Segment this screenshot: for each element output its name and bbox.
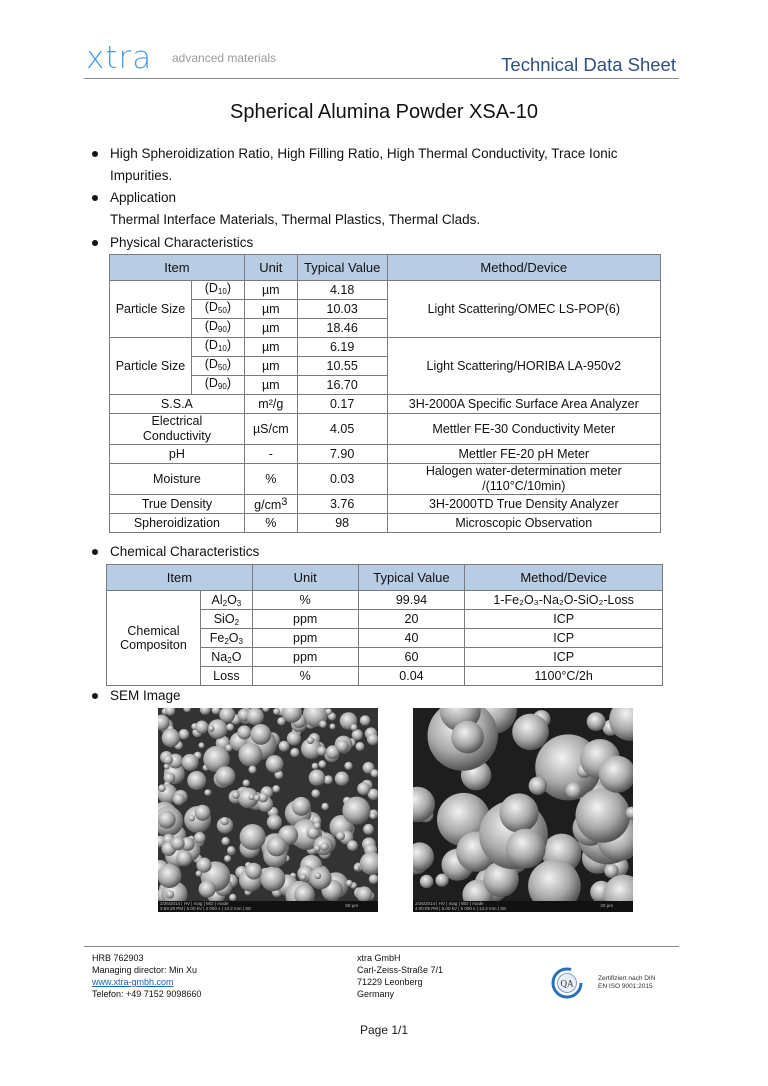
sem-particle (320, 842, 328, 850)
value-cell: 10.03 (297, 300, 387, 319)
d-label: $(D_{50})$ (191, 357, 244, 376)
sem-particle (182, 754, 199, 771)
sem-particle (318, 760, 326, 768)
sem-particle (309, 867, 331, 889)
value-cell: 98 (297, 514, 387, 533)
sem-particle (246, 708, 264, 725)
value-cell: 3.76 (297, 495, 387, 514)
d-label: $(D_{10})$ (191, 338, 244, 357)
header-typical-value: Typical Value (358, 565, 465, 591)
value-cell: 7.90 (297, 445, 387, 464)
sem-particle (319, 720, 327, 728)
sem-particle (261, 866, 286, 891)
item-cell: Spheroidization (110, 514, 245, 533)
sem-particle (529, 777, 547, 795)
method-cell: Light Scattering/HORIBA LA-950v2 (387, 338, 660, 395)
sem-particle (609, 708, 633, 741)
sem-particle (311, 789, 320, 798)
value-cell: 0.03 (297, 464, 387, 495)
unit-cell: µm (244, 281, 297, 300)
sem-image-2000x (158, 708, 378, 912)
sem-particle (171, 836, 185, 850)
sem-particle (267, 815, 282, 830)
unit-cell: µm (244, 338, 297, 357)
sem-particle (314, 822, 321, 829)
item-cell: Electrical Conductivity (110, 414, 245, 445)
sem-particle (566, 782, 582, 798)
sem-particle (420, 875, 434, 889)
page-title: Spherical Alumina Powder XSA-10 (230, 101, 538, 123)
sem-particle (292, 797, 311, 816)
method-cell: Mettler FE-20 pH Meter (387, 445, 660, 464)
sem-particle (194, 832, 206, 844)
sem-particle (204, 789, 210, 795)
sem-particle (346, 880, 353, 887)
header-method: Method/Device (465, 565, 663, 591)
certification-text: Zertifiziert nach DIN EN ISO 9001:2015 (598, 975, 656, 990)
features-text (110, 143, 617, 187)
hrb-number: HRB 762903 (92, 953, 144, 963)
sem-particle (344, 762, 352, 770)
city: 71229 Leonberg (357, 977, 423, 987)
sem-particle (254, 795, 260, 801)
unit-cell: % (244, 464, 297, 495)
value-cell: 6.19 (297, 338, 387, 357)
method-cell: 1100°C/2h (465, 667, 663, 686)
sem-particle (369, 874, 378, 884)
method-cell: ICP (465, 629, 663, 648)
managing-director: Managing director: Min Xu (92, 965, 198, 975)
item-cell: True Density (110, 495, 245, 514)
sem-particle (279, 741, 290, 752)
sem-particle (176, 850, 192, 866)
table-row (110, 495, 661, 514)
sem-particle (173, 793, 185, 805)
compound-al2o3: $Al_2O_3$ (200, 591, 252, 610)
unit-cell: µm (244, 376, 297, 395)
logo-tagline: advanced materials (172, 51, 277, 65)
footer-legal (92, 952, 201, 1000)
sem-particle (506, 829, 546, 869)
method-cell: Halogen water-determination meter /(110°C/10min) (387, 464, 660, 495)
sem-particle (287, 731, 301, 745)
sem-particle (195, 721, 208, 734)
sem-particle (587, 712, 606, 731)
sem-particle (272, 785, 280, 793)
street: Carl-Zeiss-Straße 7/1 (357, 965, 444, 975)
method-cell: 1-Fe₂O₃-Na₂O-SiO₂-Loss (465, 591, 663, 610)
physical-heading: Physical Characteristics (110, 235, 254, 250)
table-row (110, 414, 661, 445)
sem-particle (262, 708, 269, 712)
sem-particle (300, 874, 307, 881)
table-row (110, 445, 661, 464)
sem-particle (312, 763, 319, 770)
unit-cell: % (252, 591, 358, 610)
table-row (110, 338, 661, 357)
sem-particle (357, 782, 370, 795)
country: Germany (357, 989, 395, 999)
d-label: $(D_{50})$ (191, 300, 244, 319)
method-cell: Light Scattering/OMEC LS-POP(6) (387, 281, 660, 338)
sem-particle (309, 770, 325, 786)
application-section (110, 187, 480, 231)
application-heading: Application (110, 190, 177, 205)
sem-particle (220, 817, 228, 825)
bullet-icon (92, 549, 98, 555)
sem-particle (249, 766, 257, 774)
sem-particle (183, 708, 191, 712)
unit-cell: - (244, 445, 297, 464)
header-typical-value: Typical Value (297, 255, 387, 281)
unit-cell: µm (244, 300, 297, 319)
phone-number: Telefon: +49 7152 9098660 (92, 989, 202, 999)
sem-particle (221, 837, 229, 845)
sem-particle (166, 890, 174, 898)
sem-particle (342, 797, 370, 825)
sem-particle (336, 832, 345, 841)
sem-particle (162, 729, 180, 747)
sem-particle (330, 724, 336, 730)
unit-cell: m²/g (244, 395, 297, 414)
sem-image-5000x (413, 708, 633, 912)
sem-particle (195, 805, 211, 821)
sem-particle (317, 746, 327, 756)
sem-particle (451, 721, 484, 754)
sem-particle (354, 865, 360, 871)
sem-particle (179, 729, 190, 740)
chemical-heading: Chemical Characteristics (110, 544, 260, 559)
sem-particle (307, 737, 314, 744)
features-line-1: High Spheroidization Ratio, High Filling Ratio, High Thermal Conductivity, Trace Ionic (110, 146, 618, 161)
sem-particles (413, 708, 633, 901)
table-row (110, 395, 661, 414)
d-label: $(D_{90})$ (191, 376, 244, 395)
sem-particle (232, 791, 240, 799)
unit-cell: % (252, 667, 358, 686)
application-text: Thermal Interface Materials, Thermal Plastics, Thermal Clads. (110, 212, 481, 227)
bullet-icon (92, 151, 98, 157)
compound-na2o: $Na_2O$ (200, 648, 252, 667)
page-number: Page 1/1 (359, 1023, 409, 1037)
sem-particle (215, 766, 235, 786)
compound-fe2o3: $Fe_2O_3$ (200, 629, 252, 648)
bullet-icon (92, 240, 98, 246)
unit-cell: % (244, 514, 297, 533)
sem-caption: 2/26/2014 | HV | mag | WD | mode 4:00:05 PM | 5.00 kV | 5 000 x | 13.2 mm | SE 20 µm (413, 901, 633, 912)
sem-particle (158, 811, 176, 829)
chemical-composition-label: Chemical Compositon (107, 591, 201, 686)
sem-particle (499, 793, 538, 832)
sem-particle (336, 740, 349, 753)
sem-caption: 2/26/2014 | HV | mag | WD | mode 3:59:29 PM | 5.00 kV | 2 000 x | 13.2 mm | SE 50 µm (158, 901, 378, 912)
table-row (110, 281, 661, 300)
unit-cell: ppm (252, 610, 358, 629)
sem-particle (245, 863, 262, 880)
sem-particle (240, 824, 266, 850)
sem-particle (208, 725, 215, 732)
table-row (107, 591, 663, 610)
sem-particle (512, 714, 549, 751)
sem-particle (363, 824, 374, 835)
value-cell: 0.17 (297, 395, 387, 414)
unit-cell: ppm (252, 648, 358, 667)
header-item: Item (110, 255, 245, 281)
sem-particle (290, 748, 299, 757)
particle-size-label: Particle Size (110, 281, 192, 338)
method-cell: 3H-2000TD True Density Analyzer (387, 495, 660, 514)
physical-characteristics-table (109, 254, 661, 533)
sem-heading: SEM Image (110, 688, 181, 703)
sem-particle (356, 742, 365, 751)
document-type-heading: Technical Data Sheet (501, 54, 676, 75)
value-cell: 0.04 (358, 667, 465, 686)
header-divider (84, 78, 679, 79)
value-cell: 18.46 (297, 319, 387, 338)
unit-cell: g/cm3 (244, 495, 297, 514)
company-logo: xtra (86, 40, 153, 76)
sem-particle (351, 724, 358, 731)
sem-particle (196, 871, 202, 877)
sem-particle (250, 724, 271, 745)
table-header-row (107, 565, 663, 591)
sem-particle (314, 845, 321, 852)
sem-particle (360, 852, 378, 875)
sem-particle (267, 836, 287, 856)
bullet-icon (92, 693, 98, 699)
method-cell: Microscopic Observation (387, 514, 660, 533)
sem-particle (335, 772, 349, 786)
unit-cell: µm (244, 319, 297, 338)
sem-particle (237, 725, 251, 739)
unit-cell: µS/cm (244, 414, 297, 445)
sem-particle (347, 840, 358, 851)
company-name: xtra GmbH (357, 953, 401, 963)
sem-particle (163, 755, 173, 765)
sem-particle (226, 723, 234, 731)
website-link[interactable]: www.xtra-gmbh.com (92, 977, 174, 987)
qa-certification-icon (551, 967, 583, 999)
item-cell: Moisture (110, 464, 245, 495)
sem-particle (576, 788, 631, 843)
sem-particle (325, 708, 332, 715)
value-cell: 16.70 (297, 376, 387, 395)
footer-address (357, 952, 443, 1000)
sem-particle (199, 881, 216, 898)
footer-divider (84, 946, 679, 947)
value-cell: 20 (358, 610, 465, 629)
sem-particle (360, 715, 371, 726)
sem-particle (249, 794, 255, 800)
sem-particle (187, 771, 206, 790)
sem-particle (266, 755, 284, 773)
sem-particle (243, 780, 250, 787)
sem-particle (239, 743, 263, 767)
header-method: Method/Device (387, 255, 660, 281)
header-item: Item (107, 565, 253, 591)
sem-particle (603, 875, 633, 901)
sem-particle (225, 744, 232, 751)
sem-particle (199, 742, 205, 748)
bullet-icon (92, 195, 98, 201)
features-line-2: Impurities. (110, 168, 173, 183)
sem-particle (413, 842, 434, 871)
sem-particle (158, 784, 166, 792)
sem-particle (321, 803, 328, 810)
sem-particle (229, 894, 236, 901)
value-cell: 60 (358, 648, 465, 667)
table-row (110, 514, 661, 533)
value-cell: 4.18 (297, 281, 387, 300)
value-cell: 10.55 (297, 357, 387, 376)
value-cell: 40 (358, 629, 465, 648)
value-cell: 99.94 (358, 591, 465, 610)
sem-particle (189, 815, 196, 822)
unit-cell: µm (244, 357, 297, 376)
chemical-characteristics-table (106, 564, 663, 686)
method-cell: ICP (465, 610, 663, 629)
value-cell: 4.05 (297, 414, 387, 445)
sem-particle (227, 846, 235, 854)
table-row (110, 464, 661, 495)
particle-size-label: Particle Size (110, 338, 192, 395)
item-cell: S.S.A (110, 395, 245, 414)
sem-particle (200, 708, 211, 715)
compound-loss: Loss (200, 667, 252, 686)
sem-particle (212, 708, 221, 715)
sem-particle (158, 864, 181, 888)
method-cell: Mettler FE-30 Conductivity Meter (387, 414, 660, 445)
sem-particle (224, 855, 231, 862)
header-unit: Unit (252, 565, 358, 591)
sem-particle (273, 708, 280, 715)
header-unit: Unit (244, 255, 297, 281)
sem-particle (196, 858, 211, 873)
svg-text:QA: QA (560, 978, 574, 989)
compound-sio2: SiO$_2$ (200, 610, 252, 629)
table-header-row (110, 255, 661, 281)
d-label: $(D_{10})$ (191, 281, 244, 300)
item-cell: pH (110, 445, 245, 464)
method-cell: 3H-2000A Specific Surface Area Analyzer (387, 395, 660, 414)
sem-particles (158, 708, 378, 901)
sem-particle (314, 872, 321, 879)
method-cell: ICP (465, 648, 663, 667)
unit-cell: ppm (252, 629, 358, 648)
d-label: $(D_{90})$ (191, 319, 244, 338)
sem-particle (370, 813, 377, 820)
